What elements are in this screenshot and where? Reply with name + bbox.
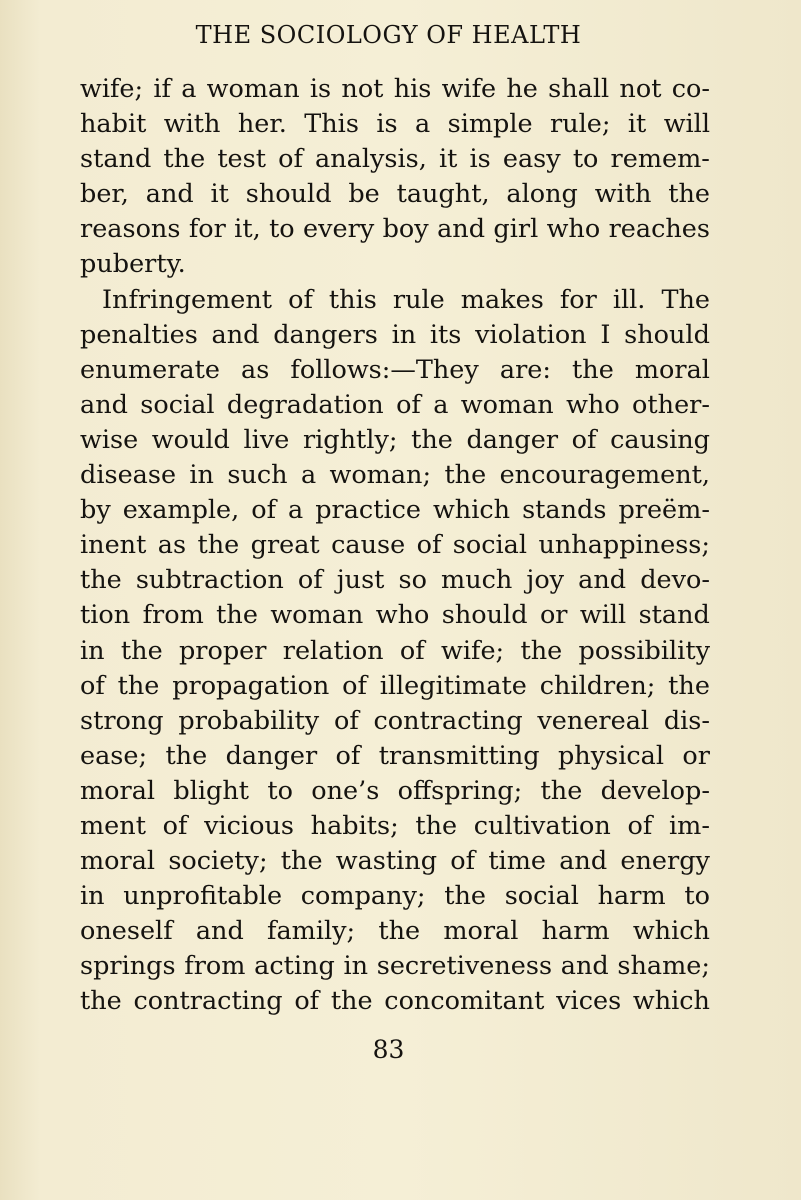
word: preëm- [618,495,710,526]
word: great [250,530,320,561]
running-head: THE SOCIOLOGY OF HEALTH [195,21,582,49]
word: danger [225,740,318,771]
word: of [627,810,653,841]
word: will [663,109,710,140]
word: develop- [600,775,710,806]
word: wife [441,74,497,104]
word: live [243,424,290,455]
word: to [572,144,599,175]
text-line [80,72,710,107]
word: rule; [550,109,611,140]
word: disease [80,460,177,491]
text-line [80,809,710,844]
word: the [165,740,208,771]
word: the [80,986,122,1017]
word: simple [447,109,533,140]
word: practice [315,495,421,526]
word: rule [392,284,445,315]
word: ber, [80,179,129,210]
word: not [341,74,384,104]
text-line [80,949,710,984]
word: vices [556,986,622,1017]
word: degradation [226,389,384,420]
text-line [80,704,710,739]
word: taught, [396,179,490,210]
word: moral [634,354,710,385]
word: rightly; [302,424,398,455]
word: inent [80,530,147,561]
word: of [278,144,303,175]
word: the [280,846,323,877]
word: physical [557,740,664,771]
word: vicious [204,810,294,841]
word: the [415,810,458,841]
word: and [211,319,260,350]
text-line [80,739,710,774]
word: This [304,109,359,140]
word: in [343,951,369,982]
word: of [80,670,105,701]
word: from [184,951,246,982]
word: follows:—They [290,354,479,385]
word: time [488,846,546,877]
word: who [566,389,620,420]
word: it [438,144,458,175]
text-line [80,388,710,423]
word: with [594,179,652,210]
word: the [80,565,122,596]
word: of [162,810,188,841]
word: the [444,460,487,491]
word: the [572,354,614,385]
word: for [559,284,597,315]
word: to [269,214,295,245]
word: of [450,846,476,877]
word: from [142,600,204,631]
word: to [684,881,710,912]
text-line [80,634,710,669]
word: secretiveness [376,951,553,982]
word: danger [466,424,559,455]
page-number: 83 [372,1035,405,1064]
word: stand [638,600,710,631]
word: who [375,600,430,631]
word: violation [475,319,587,350]
text-line [80,283,710,318]
body-text [80,72,710,1020]
word: a [300,460,317,491]
word: in [391,319,417,350]
word: woman [460,389,554,420]
text-line [80,914,710,949]
word: the [197,530,240,561]
word: and [80,389,128,420]
text-line [80,142,710,177]
word: if [153,74,171,104]
word: it [627,109,647,140]
word: girl [493,214,539,245]
word: company; [300,881,426,912]
word: contracting [133,986,283,1017]
word: be [348,179,380,210]
word: wise [80,424,139,455]
word: stands [522,495,607,526]
word: as [241,354,270,385]
word: society; [168,846,268,877]
word: other- [632,389,710,420]
word: shall [548,74,610,104]
word: unhappiness; [538,530,710,561]
word: contracting [373,705,523,736]
word: and [145,179,194,210]
word: and [578,565,627,596]
word: energy [620,846,710,877]
word: of [297,565,323,596]
word: co- [671,74,710,104]
word: the [330,986,373,1017]
word: oneself [80,916,173,947]
word: remem- [610,144,710,175]
word: it, [234,214,261,245]
word: of [342,670,367,701]
word: her. [237,109,287,140]
word: habits; [310,810,399,841]
word: his [393,74,432,104]
text-line [80,212,710,247]
word: in [80,881,105,912]
word: it [210,179,229,210]
word: probability [178,705,320,736]
word: so [398,565,427,596]
word: by [80,495,111,526]
word: this [328,284,377,315]
word: he [506,74,538,104]
word: in [80,635,105,666]
word: in [189,460,214,491]
text-line [80,774,710,809]
word: enumerate [80,354,220,385]
word: a [433,389,449,420]
word: of [416,530,442,561]
word: and [559,846,608,877]
word: the [520,635,563,666]
word: of [396,389,421,420]
word: The [661,284,710,315]
word: which [632,986,710,1017]
text-line [80,598,710,633]
word: wife; [441,635,505,666]
word: the [120,635,163,666]
word: the [444,881,486,912]
word: illegitimate [379,670,527,701]
word: its [429,319,462,350]
word: woman [206,74,300,104]
word: boy [382,214,429,245]
word: family; [267,916,356,947]
word: venereal [537,705,650,736]
word: and [195,916,244,947]
word: for [188,214,226,245]
word: subtraction [135,565,284,596]
word: with [163,109,221,140]
word: of [399,635,425,666]
word: example, [122,495,240,526]
word: and [560,951,609,982]
word: habit [80,109,147,140]
word: a [415,109,431,140]
word: im- [668,810,710,841]
text-line [80,984,710,1019]
word: should [441,600,528,631]
word: causing [610,424,710,455]
word: wasting [335,846,438,877]
word: makes [460,284,544,315]
word: much [441,565,513,596]
word: springs [80,951,176,982]
word: of [294,986,320,1017]
word: harm [541,916,610,947]
word: not [619,74,662,104]
word: one’s [311,775,380,806]
word: moral [80,775,156,806]
word: woman; [329,460,432,491]
word: should [245,179,332,210]
word: reaches [608,214,710,245]
word: of [288,284,313,315]
word: analysis, [315,144,427,175]
word: would [151,424,230,455]
word: unprofitable [123,881,283,912]
text-line [80,493,710,528]
word: test [217,144,266,175]
word: the [668,670,710,701]
word: harm [597,881,666,912]
text-line [80,563,710,598]
word: the [668,179,710,210]
text-line [80,458,710,493]
word: ill. [612,284,646,315]
word: possibility [578,635,710,666]
word: of [251,495,277,526]
text-line [80,669,710,704]
text-line [80,353,710,388]
text-line [80,879,710,914]
word: should [624,319,710,350]
word: concomitant [384,986,545,1017]
word: penalties [80,319,198,350]
word: the [216,600,258,631]
word: is [376,109,398,140]
word: will [579,600,627,631]
word: such [227,460,288,491]
text-line [80,528,710,563]
word: ment [80,810,146,841]
word: I [600,319,611,350]
word: the [540,775,583,806]
word: which [632,916,710,947]
word: dangers [273,319,378,350]
word: relation [282,635,384,666]
word: proper [178,635,267,666]
word: a [288,495,304,526]
word: the [378,916,421,947]
word: woman [270,600,364,631]
word: social [504,881,579,912]
word: social [140,389,215,420]
word: joy [526,565,565,596]
word: propagation [172,670,330,701]
word: stand [80,144,152,175]
word: of [333,705,359,736]
word: dis- [663,705,710,736]
word: acting [254,951,335,982]
word: easy [502,144,561,175]
word: children; [539,670,656,701]
text-line [80,107,710,142]
word: wife; [80,74,144,104]
word: of [571,424,597,455]
word: transmitting [378,740,540,771]
word: encouragement, [499,460,710,491]
word: are: [499,354,551,385]
word: tion [80,600,131,631]
word: a [181,74,197,104]
word: who [546,214,601,245]
text-line [80,844,710,879]
word: ease; [80,740,148,771]
word: is [309,74,332,104]
word: offspring; [397,775,523,806]
word: reasons [80,214,181,245]
word: which [432,495,511,526]
word: is [469,144,491,175]
word: and [437,214,486,245]
text-line: puberty. [80,249,186,280]
word: Infringement [102,284,273,315]
word: the [411,424,453,455]
text-line [80,318,710,353]
word: of [335,740,361,771]
word: to [267,775,293,806]
word: social [452,530,528,561]
word: blight [173,775,250,806]
word: the [163,144,206,175]
word: along [506,179,578,210]
word: or [682,740,710,771]
word: the [117,670,160,701]
word: cause [331,530,406,561]
word: shame; [617,951,710,982]
word: moral [80,846,156,877]
word: devo- [640,565,710,596]
text-line [80,177,710,212]
word: as [157,530,187,561]
word: strong [80,705,164,736]
word: just [336,565,385,596]
word: or [539,600,568,631]
word: moral [443,916,519,947]
text-line [80,423,710,458]
word: cultivation [473,810,611,841]
word: every [303,214,375,245]
